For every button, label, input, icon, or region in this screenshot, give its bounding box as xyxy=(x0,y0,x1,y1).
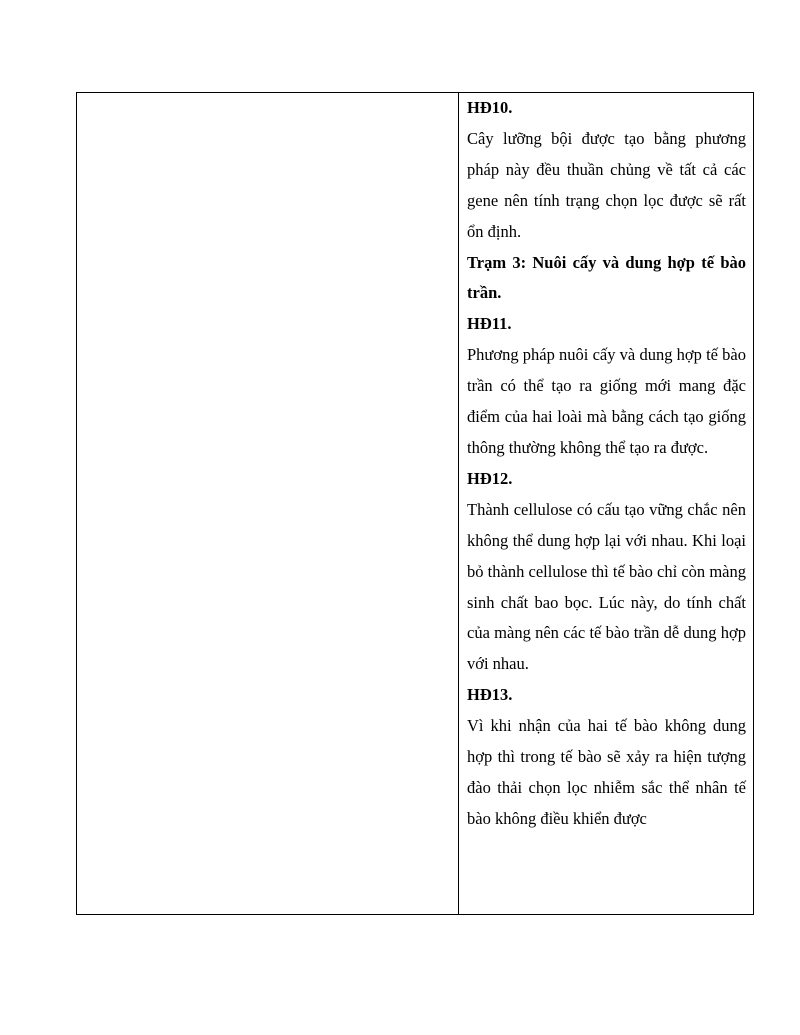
activity-heading-hd10: HĐ10. xyxy=(467,98,513,117)
answer-paragraph-hd10: Cây lưỡng bội được tạo bằng phương pháp này đều thuần chủng về tất cả các gene nên tính trạng chọn lọc được sẽ rất ổn định. xyxy=(467,128,746,241)
answer-paragraph-hd11: Phương pháp nuôi cấy và dung hợp tế bào trần có thể tạo ra giống mới mang đặc điểm của hai loài mà bằng cách tạo giống thông thường không thể tạo ra được. xyxy=(467,345,746,457)
station-heading-tram3: Trạm 3: Nuôi cấy và dung hợp tế bào trần. xyxy=(467,252,746,303)
table-left-cell xyxy=(77,93,459,914)
table-right-cell xyxy=(459,93,753,914)
activity-heading-hd12: HĐ12. xyxy=(467,468,513,488)
activity-heading-hd13: HĐ13. xyxy=(467,685,513,705)
answer-paragraph-hd12: Thành cellulose có cấu tạo vững chắc nên không thể dung hợp lại với nhau. Khi loại bỏ thành cellulose thì tế bào chỉ còn màng sinh chất bao bọc. Lúc này, do tính chất của màng nên các tế bào trần dễ dung hợp với nhau. xyxy=(467,499,746,674)
answer-paragraph-hd13: Vì khi nhận của hai tế bào không dung hợp thì trong tế bào sẽ xảy ra hiện tượng đào thải chọn lọc nhiễm sắc thể nhân tế bào không điều khiển được xyxy=(467,716,746,828)
activity-heading-hd11: HĐ11. xyxy=(467,314,512,334)
document-table xyxy=(76,92,754,915)
